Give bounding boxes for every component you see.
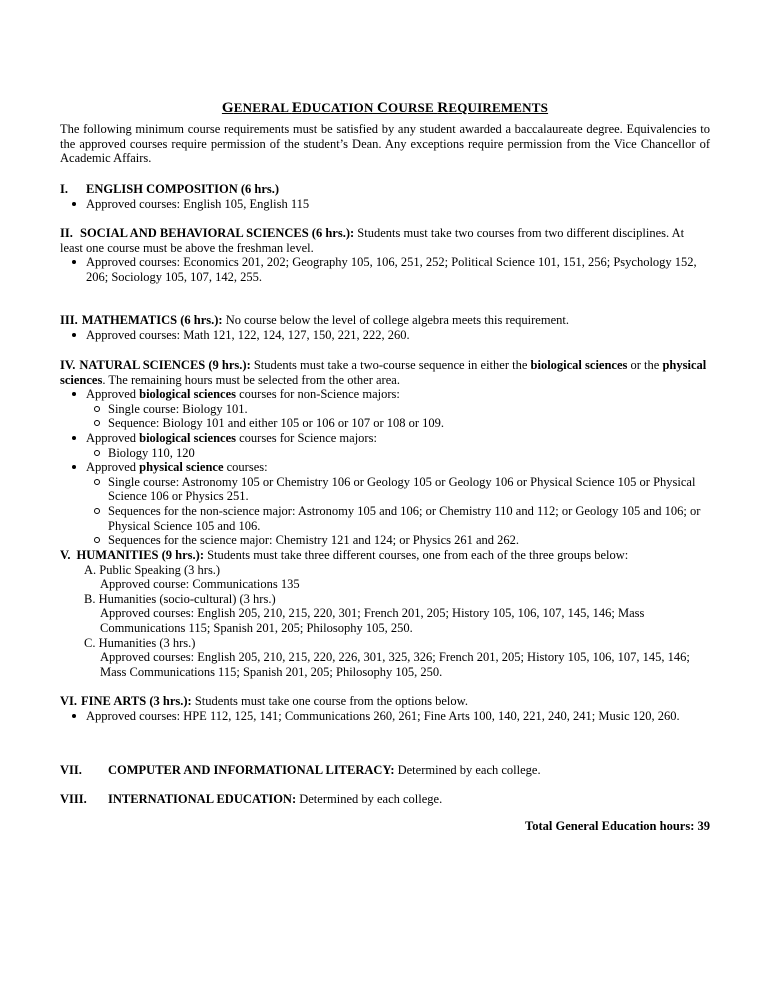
group-a: A. Public Speaking (3 hrs.) [84,562,221,577]
group-a-courses: Approved course: Communications 135 [100,577,300,592]
section-english-composition: I. ENGLISH COMPOSITION (6 hrs.) Approved courses: English 105, English 115 [60,182,710,211]
sub-item: Biology 110, 120 [60,446,710,461]
intro-paragraph: The following minimum course requirements must be satisfied by any student awarded a baccalaureate degree. Equivalencies to the approved courses require permission of the student’s Dean. Any exceptions require permission from the Vice Chancellor of Academic Affairs. [60,122,710,166]
list-item: Approved biological sciences courses for non-Science majors: [60,387,710,402]
section-humanities: V. HUMANITIES (9 hrs.): Students must take three different courses, one from each of the three groups below: A. Public Speaking (3 hrs.) Approved course: Communications 135 B. Humanities (socio-cultural) (3 hrs.) Approved courses: English 205, 210, 215, 220, 301; French 201, 205; History 105, 106, 107, 145, 146; Mass Communications 115; Spanish 201, 205; Philosophy 105, 250. C. Humanities (3 hrs.) Approved courses: English 205, 210, 215, 220, 226, 301, 325, 326; French 201, 205; History 105, 106, 107, 145, 146; Mass Communications 115; Spanish 201, 205; Philosophy 105, 250. [60,548,710,679]
total-hours: Total General Education hours: 39 [525,819,710,833]
group-b-courses: Approved courses: English 205, 210, 215, 220, 301; French 201, 205; History 105, 106, 107, 145, 146; Mass Communications 115; Spanish 201, 205; Philosophy 105, 250. [100,606,645,635]
sub-item: Single course: Astronomy 105 or Chemistry 106 or Geology 105 or Geology 106 or Physical Science 105 or Physical Science 106 or Physics 251. [60,475,710,504]
list-item: Approved courses: HPE 112, 125, 141; Communications 260, 261; Fine Arts 100, 140, 221, 240, 241; Music 120, 260. [60,709,710,724]
group-c-courses: Approved courses: English 205, 210, 215, 220, 226, 301, 325, 326; French 201, 205; History 105, 106, 107, 145, 146; Mass Communications 115; Spanish 201, 205; Philosophy 105, 250. [100,650,690,679]
sub-item: Sequence: Biology 101 and either 105 or 106 or 107 or 108 or 109. [60,416,710,431]
section-natural-sciences: IV. NATURAL SCIENCES (9 hrs.): Students must take a two-course sequence in either the biological sciences or the physical sciences. The remaining hours must be selected from the other area. Approved biological sciences courses for non-Science majors: Single course: Biology 101. Sequence: Biology 101 and either 105 or 106 or 107 or 108 or 109. Approved biological sciences courses for Science majors: Biology 110, 120 Approved physical science courses: Single course: Astronomy 105 or Chemistry 106 or Geology 105 or Geology 106 or Physical Science 105 or Physical Science 106 or Physics 251. Sequences for the non-science major: Astronomy 105 and 106; or Chemistry 110 and 112; or Geology 105 and 106; or Physical Science 105 and 106. Sequences for the science major: Chemistry 121 and 124; or Physics 261 and 262. [60,358,710,548]
list-item: Approved courses: Math 121, 122, 124, 127, 150, 221, 222, 260. [60,328,710,343]
section-mathematics: III. MATHEMATICS (6 hrs.): No course below the level of college algebra meets this requirement. Approved courses: Math 121, 122, 124, 127, 150, 221, 222, 260. [60,313,710,342]
section-computer-literacy: VII. COMPUTER AND INFORMATIONAL LITERACY: Determined by each college. [60,763,541,777]
page-title: GENERAL EDUCATION COURSE REQUIREMENTS [221,100,549,116]
list-item: Approved courses: Economics 201, 202; Geography 105, 106, 251, 252; Political Science 101, 151, 256; Psychology 152, 206; Sociology 105, 107, 142, 255. [60,255,710,284]
sub-item: Sequences for the non-science major: Astronomy 105 and 106; or Chemistry 110 and 112; or Geology 105 and 106; or Physical Science 105 and 106. [60,504,710,533]
list-item: Approved courses: English 105, English 115 [60,197,710,212]
section-social-behavioral: II. SOCIAL AND BEHAVIORAL SCIENCES (6 hrs.): Students must take two courses from two different disciplines. At least one course must be above the freshman level. Approved courses: Economics 201, 202; Geography 105, 106, 251, 252; Political Science 101, 151, 256; Psychology 152, 206; Sociology 105, 107, 142, 255. [60,226,710,284]
group-b: B. Humanities (socio-cultural) (3 hrs.) [84,591,276,606]
list-item: Approved physical science courses: [60,460,710,475]
sub-item: Sequences for the science major: Chemistry 121 and 124; or Physics 261 and 262. [60,533,710,548]
list-item: Approved biological sciences courses for Science majors: [60,431,710,446]
section-international-education: VIII. INTERNATIONAL EDUCATION: Determined by each college. [60,792,443,806]
sub-item: Single course: Biology 101. [60,402,710,417]
group-c: C. Humanities (3 hrs.) [84,635,196,650]
section-fine-arts: VI. FINE ARTS (3 hrs.): Students must take one course from the options below. Approved courses: HPE 112, 125, 141; Communications 260, 261; Fine Arts 100, 140, 221, 240, 241; Music 120, 260. [60,694,710,723]
